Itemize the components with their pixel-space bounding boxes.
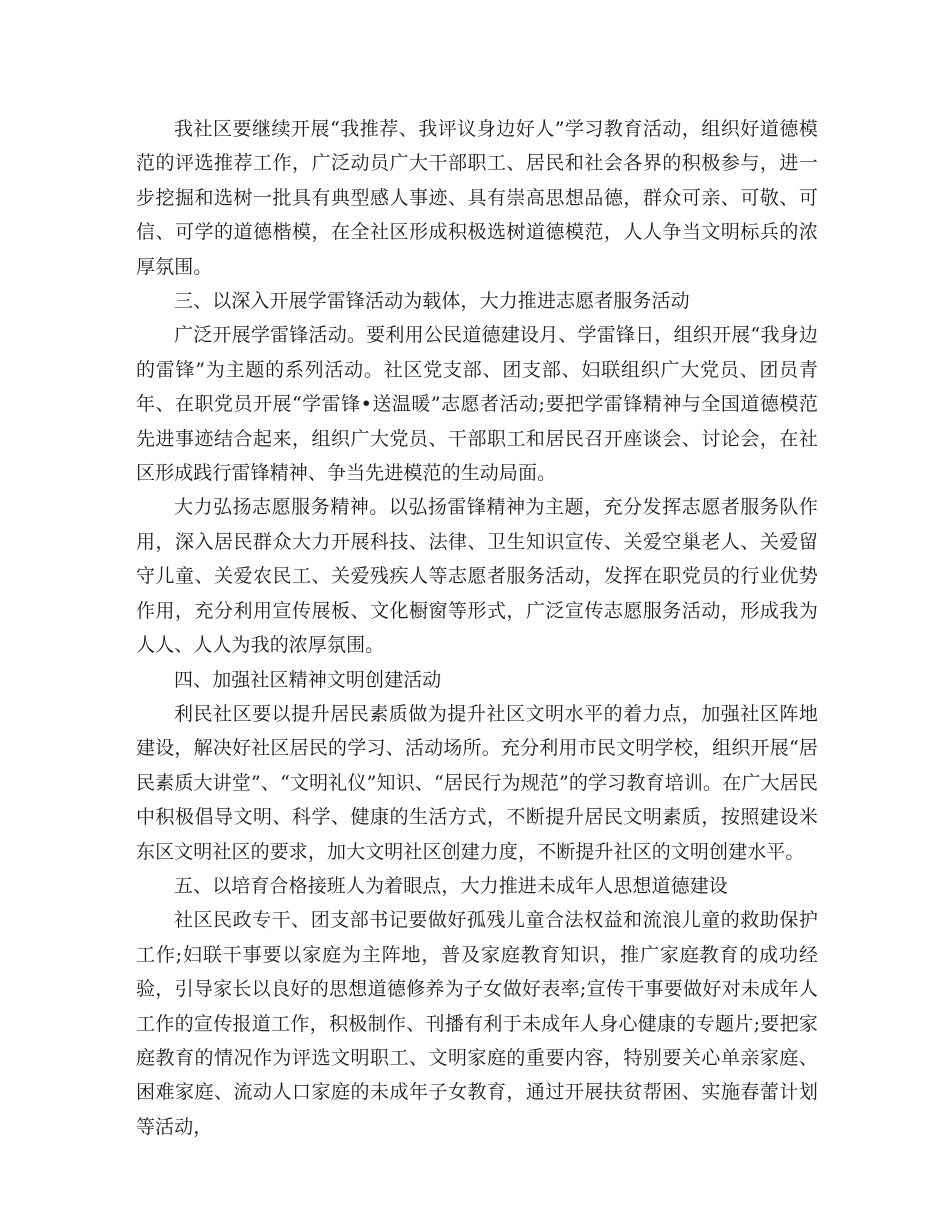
paragraph-minors-education: 社区民政专干、团支部书记要做好孤残儿童合法权益和流浪儿童的救助保护工作;妇联干事要以家庭为主阵地，普及家庭教育知识，推广家庭教育的成功经验，引导家长以良好的思想道德修养为子女做好表率;宣传干事要做好对未成年人工作的宣传报道工作，积极制作、刊播有利于未成年人身心健康的专题片;要把家庭教育的情况作为评选文明职工、文明家庭的重要内容，特别要关心单亲家庭、困难家庭、流动人口家庭的未成年子女教育，通过开展扶贫帮困、实施春蕾计划等活动， bbox=[136, 909, 818, 1138]
section-heading-3: 三、以深入开展学雷锋活动为载体，大力推进志愿者服务活动 bbox=[174, 290, 690, 313]
paragraph-civilization-building: 利民社区要以提升居民素质做为提升社区文明水平的着力点，加强社区阵地建设，解决好社区居民的学习、活动场所。充分利用市民文明学校，组织开展“居民素质大讲堂”、“文明礼仪”知识、“居民行为规范”的学习教育培训。在广大居民中积极倡导文明、科学、健康的生活方式，不断提升居民文明素质，按照建设米东区文明社区的要求，加大文明社区创建力度，不断提升社区的文明创建水平。 bbox=[136, 702, 818, 863]
section-heading-4: 四、加强社区精神文明创建活动 bbox=[174, 668, 442, 691]
section-heading-5: 五、以培育合格接班人为着眼点，大力推进未成年人思想道德建设 bbox=[174, 874, 728, 897]
paragraph-learn-leifeng: 广泛开展学雷锋活动。要利用公民道德建设月、学雷锋日，组织开展“我身边的雷锋”为主题的系列活动。社区党支部、团支部、妇联组织广大党员、团员青年、在职党员开展“学雷锋•送温暖”志愿者活动;要把学雷锋精神与全国道德模范先进事迹结合起来，组织广大党员、干部职工和居民召开座谈会、讨论会，在社区形成践行雷锋精神、争当先进模范的生动局面。 bbox=[136, 324, 818, 485]
paragraph-volunteer-spirit: 大力弘扬志愿服务精神。以弘扬雷锋精神为主题，充分发挥志愿者服务队作用，深入居民群众大力开展科技、法律、卫生知识宣传、关爱空巢老人、关爱留守儿童、关爱农民工、关爱残疾人等志愿者服务活动，发挥在职党员的行业优势作用，充分利用宣传展板、文化橱窗等形式，广泛宣传志愿服务活动，形成我为人人、人人为我的浓厚氛围。 bbox=[136, 496, 818, 657]
paragraph-moral-models: 我社区要继续开展“我推荐、我评议身边好人”学习教育活动，组织好道德模范的评选推荐工作，广泛动员广大干部职工、居民和社会各界的积极参与，进一步挖掘和选树一批具有典型感人事迹、具有崇高思想品德，群众可亲、可敬、可信、可学的道德楷模，在全社区形成积极选树道德模范，人人争当文明标兵的浓厚氛围。 bbox=[136, 118, 818, 278]
document-body bbox=[136, 112, 818, 1144]
